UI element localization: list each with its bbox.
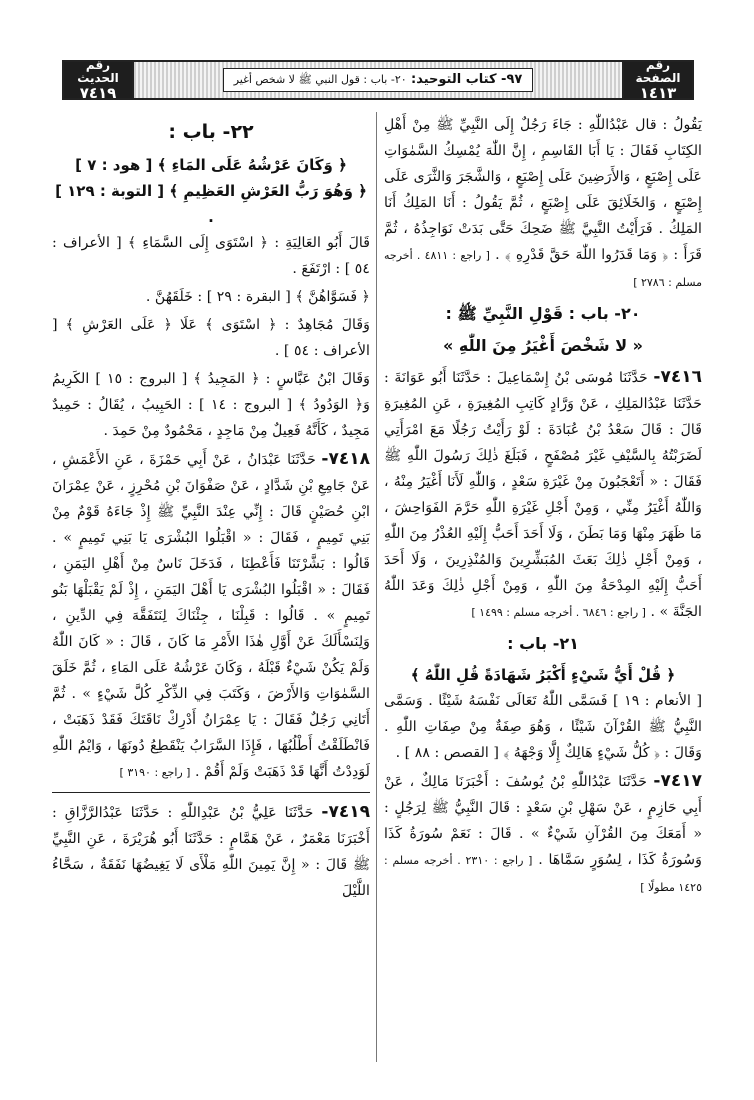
hadith-separator (52, 792, 370, 793)
hadith-text: حَدَّثَنَا عَبْدَانُ ، عَنْ أَبِي حَمْزَةَ ، عَنِ الأَعْمَشِ ، عَنْ جَامِعِ بْنِ شَدَّادٍ ، عَنْ صَفْوَانَ بْنِ مُحْرِزٍ ، عَنْ عِمْرَانَ ابْنِ حُصَيْنٍ قَالَ : إِنِّي عِنْدَ النَّبِيِّ ﷺ إِذْ جَاءَهُ قَوْمٌ مِنْ بَنِي تَمِيمٍ ، فَقَالَ : « اقْبَلُوا البُشْرَى يَا بَنِي تَمِيمٍ » . قَالُوا : بَشَّرْتَنَا فَأَعْطِنَا ، فَدَخَلَ نَاسٌ مِنْ أَهْلِ اليَمَنِ ، فَقَالَ : « اقْبَلُوا البُشْرَى يَا أَهْلَ اليَمَنِ ، إِذْ لَمْ يَقْبَلْهَا بَنُو تَمِيمٍ » . قَالُوا : قَبِلْنَا ، جِئْنَاكَ لِنَتَفَقَّهَ فِي الدِّينِ ، وَلِنَسْأَلَكَ عَنْ أَوَّلِ هٰذَا الأَمْرِ مَا كَانَ ، قَالَ : « كَانَ اللّٰهُ وَلَمْ يَكُنْ شَيْءٌ قَبْلَهُ ، وَكَانَ عَرْشُهُ عَلَى المَاءِ ، ثُمَّ خَلَقَ السَّمٰوَاتِ وَالأَرْضَ ، وَكَتَبَ فِي الذِّكْرِ كُلَّ شَيْءٍ » . ثُمَّ أَتَانِي رَجُلٌ فَقَالَ : يَا عِمْرَانُ أَدْرِكْ نَاقَتَكَ فَقَدْ ذَهَبَتْ ، فَانْطَلَقْتُ أَطْلُبُهَا ، فَإِذَا السَّرَابُ يَنْقَطِعُ دُونَهَا ، وَايْمُ اللّٰهِ لَوَدِدْتُ أَنَّهَا قَدْ ذَهَبَتْ وَلَمْ أَقُمْ . (52, 452, 370, 780)
hadith-number: ٧٤١٧- (653, 771, 702, 791)
chapter-21-heading: ٢١- باب : (507, 634, 579, 653)
abu-aliya-saying: قَالَ أَبُو العَالِيَةِ : ﴿ اسْتَوَى إِلَى السَّمَاءِ ﴾ [ الأعراف : ٥٤ ] : ارْتَفَعَ . (52, 235, 370, 277)
hadith-number: ٧٤١٨- (321, 449, 370, 469)
hadith-text: حَدَّثَنَا عَلِيُّ بْنُ عَبْدِاللّٰهِ : حَدَّثَنَا عَبْدُالرَّزَّاقِ : أَخْبَرَنَا مَعْمَرٌ ، عَنْ هَمَّامٍ : حَدَّثَنَا أَبُو هُرَيْرَةَ ، عَنِ النَّبِيِّ ﷺ قَالَ : « إِنَّ يَمِينَ اللّٰهِ مَلْأَى لَا يَغِيضُهَا نَفَقَةٌ ، سَحَّاءُ اللَّيْلَ (52, 805, 370, 899)
chapter-21-text: [ الأنعام : ١٩ ] فَسَمَّى اللّٰهُ تَعَالَى نَفْسَهُ شَيْئًا . وَسَمَّى النَّبِيُّ ﷺ القُرْآنَ شَيْئًا ، وَهُوَ صِفَةٌ مِنْ صِفَاتِ اللّٰهِ . وَقَالَ : ﴿ كُلُّ شَيْءٍ هَالِكٌ إِلَّا وَجْهَهُ ﴾ [ القصص : ٨٨ ] . (384, 693, 702, 761)
hadith-number: ٧٤١٦- (653, 367, 702, 387)
page-number-box (622, 57, 692, 102)
hadith-number: ٧٤١٩ (79, 83, 117, 102)
mujahid-saying: وَقَالَ مُجَاهِدٌ : ﴿ اسْتَوَى ﴾ عَلَا ﴿ عَلَى العَرْشِ ﴾ [ الأعراف : ٥٤ ] . (52, 317, 370, 359)
hadith-text: يَقُولُ : قال عَبْدُاللّٰهِ : جَاءَ رَجُلٌ إِلَى النَّبِيِّ ﷺ مِنْ أَهْلِ الكِتَابِ فَقَالَ : يَا أَبَا القَاسِمِ ، إِنَّ اللّٰهَ يُمْسِكُ السَّمٰوَاتِ عَلَى إِصْبَعٍ ، وَالأَرَضِينَ عَلَى إِصْبَعٍ ، وَالشَّجَرَ وَالثَّرَى عَلَى إِصْبَعٍ ، وَالخَلَائِقَ عَلَى إِصْبَعٍ ، ثُمَّ يَقُولُ : أَنَا المَلِكُ أَنَا المَلِكُ . فَرَأَيْتُ النَّبِيَّ ﷺ ضَحِكَ حَتَّى بَدَتْ نَوَاجِذُهُ ، ثُمَّ قَرَأَ : ﴿ وَمَا قَدَرُوا اللّٰهَ حَقَّ قَدْرِهِ ﴾ . (384, 117, 702, 263)
page-number: ١٤١٣ (639, 83, 677, 102)
book-title: ٩٧- كتاب التوحيد: (411, 72, 523, 87)
hadith-text: حَدَّثَنَا عَبْدُاللّٰهِ بْنُ يُوسُفَ : أَخْبَرَنَا مَالِكٌ ، عَنْ أَبِي حَازِمٍ ، عَنْ سَهْلِ بْنِ سَعْدٍ : قَالَ النَّبِيُّ ﷺ لِرَجُلٍ : « أَمَعَكَ مِنَ القُرْآنِ شَيْءٌ » . قَالَ : نَعَمْ سُورَةُ كَذَا وَسُورَةُ كَذَا ، لِسُوَرٍ سَمَّاهَا . (384, 774, 703, 868)
reference: [ راجع : ٣١٩٠ ] (119, 766, 191, 779)
left-column (52, 112, 370, 906)
column-divider (376, 112, 377, 1062)
right-column (384, 112, 702, 903)
header-title (223, 68, 534, 92)
hadith-number-box (64, 57, 134, 102)
ayah-1: ﴿ وَكَانَ عَرْشُهُ عَلَى المَاءِ ﴾ [ هود : ٧ ] (75, 156, 347, 174)
hadith-7417 (384, 768, 702, 901)
hadith-number: ٧٤١٩- (321, 802, 370, 822)
chapter-22-heading: ٢٢- باب : (168, 121, 254, 143)
reference: [ راجع : ٦٨٤٦ . أخرجه مسلم : ١٤٩٩ ] (471, 606, 646, 619)
chapter-20-heading: ٢٠- باب : قَوْلِ النَّبِيِّ ﷺ : (445, 304, 641, 323)
hadith-text: حَدَّثَنَا مُوسَى بْنُ إِسْمَاعِيلَ : حَدَّثَنَا أَبُو عَوَانَةَ : حَدَّثَنَا عَبْدُالمَلِكِ ، عَنْ وَرَّادٍ كَاتِبِ المُغِيرَةِ ، عَنِ المُغِيرَةِ قَالَ : قَالَ سَعْدُ بْنُ عُبَادَةَ : لَوْ رَأَيْتُ رَجُلًا مَعَ امْرَأَتِي لَضَرَبْتُهُ بِالسَّيْفِ غَيْرَ مُصْفَحٍ ، فَبَلَغَ ذٰلِكَ رَسُولَ اللّٰهِ ﷺ فَقَالَ : « أَتَعْجَبُونَ مِنْ غَيْرَةِ سَعْدٍ ، وَاللّٰهِ لَأَنَا أَغْيَرُ مِنْهُ ، وَاللّٰهُ أَغْيَرُ مِنِّي ، وَمِنْ أَجْلِ غَيْرَةِ اللّٰهِ حَرَّمَ الفَوَاحِشَ ، مَا ظَهَرَ مِنْهَا وَمَا بَطَنَ ، وَلَا أَحَدَ أَحَبُّ إِلَيْهِ العُذْرُ مِنَ اللّٰهِ ، وَمِنْ أَجْلِ ذٰلِكَ بَعَثَ المُبَشِّرِينَ وَالمُنْذِرِينَ ، وَلَا أَحَدَ أَحَبُّ إِلَيْهِ المِدْحَةُ مِنَ اللّٰهِ ، وَمِنْ أَجْلِ ذٰلِكَ وَعَدَ اللّٰهُ الجَنَّةَ » . (384, 370, 702, 620)
ibn-abbas-saying: وَقَالَ ابْنُ عَبَّاسٍ : ﴿ المَجِيدُ ﴾ [ البروج : ١٥ ] الكَرِيمُ وَ﴿ الوَدُودُ ﴾ [ البروج : ١٤ ] : الحَبِيبُ ، يُقَالُ : حَمِيدٌ مَجِيدٌ ، كَأَنَّهُ فَعِيلٌ مِنْ مَاجِدٍ ، مَحْمُودٌ مِنْ حَمِدَ . (52, 371, 371, 439)
page-header (62, 57, 694, 102)
hadith-7416 (384, 364, 702, 626)
hadith-number-label: رقم الحديث (77, 57, 119, 85)
hadith-7419 (52, 799, 370, 904)
header-title-strip (134, 62, 622, 98)
chapter-21-ayah: ﴿ قُلْ أَيُّ شَيْءٍ أَكْبَرُ شَهَادَةً قُلِ اللّٰهُ ﴾ (410, 666, 676, 684)
chapter-20-subtitle: « لا شَخْصَ أَغْيَرُ مِنَ اللّٰهِ » (442, 336, 644, 355)
hadith-7418 (52, 446, 370, 786)
page-number-label: رقم الصفحة (635, 57, 681, 85)
hadith-continuation (384, 112, 702, 296)
ayah-2: ﴿ وَهُوَ رَبُّ العَرْشِ العَظِيمِ ﴾ [ التوبة : ١٢٩ ] . (55, 182, 367, 226)
reference: [ راجع : ٢٣١٠ . أخرجه مسلم : ١٤٢٥ مطولًا ] (384, 854, 702, 894)
chapter-title: ٢٠- باب : قول النبي ﷺ لا شخص أغير (233, 73, 407, 86)
reference: [ راجع : ٤٨١١ . أخرجه مسلم : ٢٧٨٦ ] (384, 249, 702, 289)
sawwahunna-note: ﴿ فَسَوَّاهُنَّ ﴾ [ البقرة : ٢٩ ] : خَلَقَهُنَّ . (145, 289, 370, 305)
